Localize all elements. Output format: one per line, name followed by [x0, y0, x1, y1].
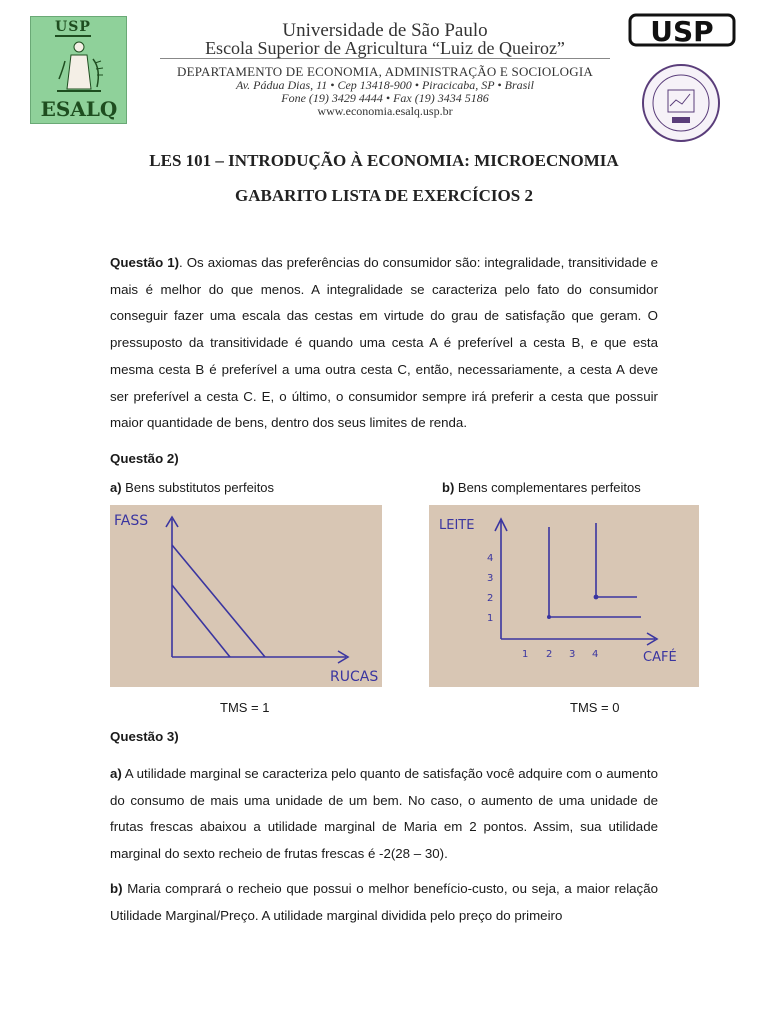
phone: Fone (19) 3429 4444 • Fax (19) 3434 5186: [281, 91, 489, 105]
header-divider: [160, 58, 610, 59]
question-1-label: Questão 1): [110, 255, 180, 270]
university-name: Universidade de São Paulo: [282, 20, 488, 41]
usp-logo: [628, 12, 736, 50]
y-tick-1: 1: [487, 613, 494, 624]
graph-a-caption-text: Bens substitutos perfeitos: [121, 480, 275, 495]
question-3b: [110, 876, 658, 929]
x-tick-1: 1: [522, 649, 529, 660]
department-name: DEPARTAMENTO DE ECONOMIA, ADMINISTRAÇÃO E SOCIOLOGIA: [177, 64, 593, 79]
graph-b-y-label: LEITE: [439, 518, 475, 533]
indifference-curve-inner: [172, 585, 230, 657]
logo-esalq-text: ESALQ: [40, 97, 118, 121]
question-3-label: Questão 3): [110, 729, 179, 744]
x-tick-2: 2: [546, 649, 553, 660]
usp-logo-text: USP: [650, 15, 714, 48]
question-2-label: Questão 2): [110, 451, 179, 466]
website: www.economia.esalq.usp.br: [317, 104, 453, 118]
tms-b: TMS = 0: [570, 700, 620, 715]
logo-usp-text: USP: [55, 19, 91, 35]
question-1-text: . Os axiomas das preferências do consumidor são: integralidade, transitividade e mais é melhor do que menos. A integralidade se caracteriza pelo fato do consumidor conseguir fazer uma escala das cestas em virtude do grau de satisfação que geram. O pressuposto da transitividade é quando uma cesta A é preferível a cesta B, e que esta mesma cesta B é preferível a uma outra cesta C, então, necessariamente, a cesta A deve ser preferível a cesta C. E, o último, o consumidor sempre irá preferir a cesta que possuir maior quantidade de bens, dentro dos seus limites de renda.: [110, 255, 659, 431]
l-curve-upper-vertex: [594, 595, 599, 600]
y-tick-3: 3: [487, 573, 494, 584]
indifference-curve-outer: [172, 545, 265, 657]
graph-b-caption: [442, 480, 641, 495]
esalq-logo: [30, 16, 127, 124]
department-seal: [640, 62, 722, 144]
graph-b-prefix: b): [442, 480, 455, 495]
graph-b-x-label: CAFÉ: [643, 650, 677, 665]
school-name: Escola Superior de Agricultura “Luiz de Queiroz”: [205, 38, 565, 58]
x-tick-4: 4: [592, 649, 599, 660]
l-curve-lower: [549, 527, 641, 617]
question-3b-text: Maria comprará o recheio que possui o melhor benefício-custo, ou seja, a maior relação Utilidade Marginal/Preço. A utilidade marginal dividida pelo preço do primeiro: [110, 881, 658, 923]
address: Av. Pádua Dias, 11 • Cep 13418-900 • Piracicaba, SP • Brasil: [236, 78, 534, 92]
y-tick-2: 2: [487, 593, 494, 604]
graph-complements: [429, 505, 699, 687]
l-curve-lower-vertex: [547, 615, 551, 619]
graph-a-caption: [110, 480, 274, 495]
question-1: [110, 250, 658, 437]
document-title: LES 101 – INTRODUÇÃO À ECONOMIA: MICROECNOMIA: [149, 151, 619, 170]
graph-b-caption-text: Bens complementares perfeitos: [454, 480, 641, 495]
question-3a-text: A utilidade marginal se caracteriza pelo quanto de satisfação você adquire com o aumento do consumo de mais uma unidade de um bem. No caso, o aumento de uma unidade de frutas frescas abaixou a utilidade marginal de Maria em 2 pontos. Assim, sua utilidade marginal do sexto recheio de frutas frescas é -2(28 – 30).: [110, 766, 658, 862]
question-3a-prefix: a): [110, 766, 122, 781]
tms-a: TMS = 1: [220, 700, 270, 715]
statue-icon: [49, 39, 109, 97]
x-tick-3: 3: [569, 649, 576, 660]
y-tick-4: 4: [487, 553, 494, 564]
question-3a: [110, 761, 658, 868]
document-subtitle: GABARITO LISTA DE EXERCÍCIOS 2: [235, 186, 533, 205]
graph-a-prefix: a): [110, 480, 122, 495]
graph-substitutes: [110, 505, 382, 687]
graph-a-y-label: FASS: [114, 513, 149, 529]
l-curve-upper: [596, 523, 637, 597]
graph-a-x-label: RUCAS: [330, 669, 379, 685]
question-3b-prefix: b): [110, 881, 123, 896]
